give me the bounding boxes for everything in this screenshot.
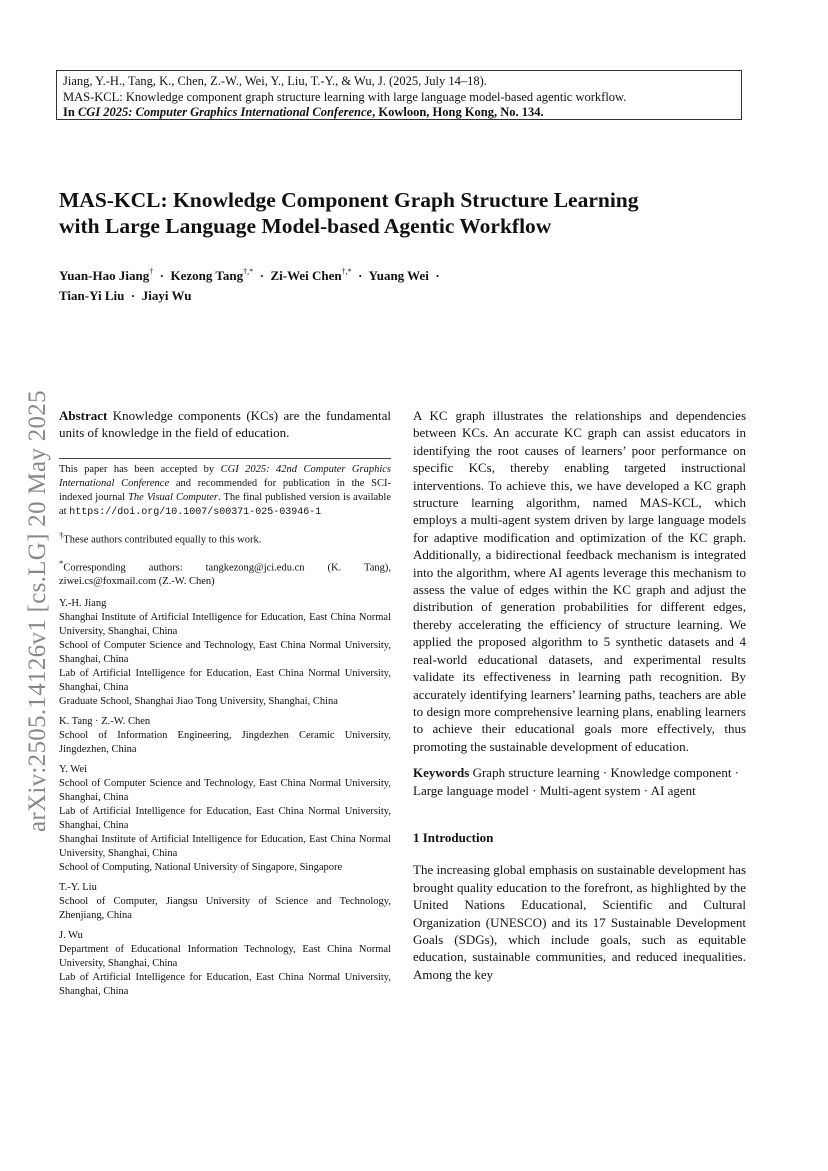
author-mark: †,* [341, 267, 352, 276]
acceptance-note [59, 463, 391, 520]
equal-mark: † [59, 530, 64, 540]
affiliation-line: School of Information Engineering, Jingdezhen Ceramic University, Jingdezhen, China [59, 730, 391, 755]
acceptance-venue: CGI 2025: 42nd Computer Graphics International Conference [59, 464, 391, 489]
author-separator: · [159, 268, 165, 283]
affiliation-block [59, 597, 391, 709]
author-separator: · [259, 268, 264, 283]
author-name: Kezong Tang [170, 268, 244, 283]
paper-title-line-1: MAS-KCL: Knowledge Component Graph Structure Learning [59, 188, 639, 212]
corresponding-text: Corresponding authors: tangkezong@jci.edu.cn (K. Tang), ziwei.cs@foxmail.com (Z.-W. Chen) [59, 562, 391, 587]
citation-line-2: MAS-KCL: Knowledge component graph structure learning with large language model-based agentic workflow. [63, 89, 627, 104]
abstract-text-left: Knowledge components (KCs) are the fundamental units of knowledge in the field of education. [59, 408, 391, 441]
affiliation-block [59, 881, 391, 923]
keywords-text: Graph structure learning · Knowledge component · Large language model · Multi-agent system · AI agent [413, 765, 740, 798]
corresponding-note [59, 556, 391, 590]
affiliation-author: T.-Y. Liu [59, 882, 97, 893]
citation-line-3 [63, 105, 735, 121]
affiliation-line: Department of Educational Information Technology, East China Normal University, Shanghai, China [59, 944, 391, 969]
author-mark: † [149, 267, 154, 276]
affiliation-author: K. Tang · Z.-W. Chen [59, 716, 151, 727]
author-separator: · [358, 268, 363, 283]
affiliation-line: Lab of Artificial Intelligence for Education, East China Normal University, Shanghai, China [59, 972, 391, 997]
citation-line-1: Jiang, Y.-H., Tang, K., Chen, Z.-W., Wei, Y., Liu, T.-Y., & Wu, J. (2025, July 14–18). [63, 74, 487, 88]
affiliation-line: School of Computer Science and Technology, East China Normal University, Shanghai, China [59, 640, 391, 665]
citation-box [56, 70, 742, 120]
author-separator: · [435, 268, 440, 283]
abstract-right: A KC graph illustrates the relationships and dependencies between KCs. An accurate KC graph can assist educators in identifying the root causes of learners’ poor performance on specific KCs, thereby enabling targeted instructional interventions. To achieve this, we have developed a KC graph structure learning algorithm, named MAS-KCL, which employs a multi-agent system driven by large language models for adaptive modification and optimization of the KC graph. Additionally, a bidirectional feedback mechanism is integrated into the algorithm, where AI agents leverage this mechanism to assess the value of edges within the KC graph and adjust the distribution of generation probabilities for different edges, thereby accelerating the efficiency of structure learning. We applied the proposed algorithm to 5 synthetic datasets and 4 real-world educational datasets, and experimental results validate its effectiveness in learning path recognition. By accurately identifying learners’ learning paths, teachers are able to design more comprehensive learning plans, enabling learners to achieve their educational goals more effectively, thus promoting the sustainable development of education. [413, 408, 746, 754]
footnotes [59, 463, 391, 1005]
citation-in: In [63, 105, 78, 119]
acceptance-journal: The Visual Computer [128, 492, 219, 503]
author-name: Yuang Wei [368, 268, 429, 283]
affiliation-author: Y. Wei [59, 764, 87, 775]
affiliation-line: Lab of Artificial Intelligence for Education, East China Normal University, Shanghai, China [59, 806, 391, 831]
acceptance-text: . The final published version is available at [59, 492, 391, 517]
affiliation-line: Shanghai Institute of Artificial Intelligence for Education, East China Normal University, Shanghai, China [59, 834, 391, 859]
introduction-text: The increasing global emphasis on sustainable development has brought quality education to the forefront, as highlighted by the United Nations Educational, Scientific and Cultural Organization (UNESCO) and its 17 Sustainable Development Goals (SDGs), which include goals, such as equitable education, sustainable communities, and reduced inequalities. Among the key [413, 862, 746, 982]
acceptance-text: This paper has been accepted by [59, 464, 221, 475]
author-line-1 [59, 262, 759, 286]
author-list [59, 262, 759, 306]
paper-title-line-2: with Large Language Model-based Agentic Workflow [59, 214, 552, 238]
citation-venue: CGI 2025: Computer Graphics International Conference [77, 105, 373, 119]
abstract-left [59, 407, 391, 442]
author-mark: †,* [243, 267, 254, 276]
keywords-label: Keywords [413, 765, 470, 781]
left-column [59, 407, 391, 442]
author-name: Yuan-Hao Jiang [59, 268, 150, 283]
affiliation-line: Lab of Artificial Intelligence for Education, East China Normal University, Shanghai, China [59, 668, 391, 693]
equal-contribution-text: These authors contributed equally to this work. [63, 534, 262, 546]
affiliation-line: School of Computer Science and Technology, East China Normal University, Shanghai, China [59, 778, 391, 803]
acceptance-text: and recommended for publication in the SCI-indexed journal [59, 478, 391, 503]
affiliation-list [59, 597, 391, 999]
author-name: Zi-Wei Chen [270, 268, 342, 283]
arxiv-stamp: arXiv:2505.14126v1 [cs.LG] 20 May 2025 [24, 390, 51, 832]
footnote-rule [59, 458, 391, 459]
abstract-label: Abstract [59, 408, 108, 423]
right-column [413, 407, 746, 983]
affiliation-author: Y.-H. Jiang [59, 598, 107, 609]
affiliation-author: J. Wu [59, 930, 83, 941]
author-line-2 [59, 286, 759, 306]
author-name: Tian-Yi Liu [59, 288, 125, 303]
affiliation-line: Graduate School, Shanghai Jiao Tong University, Shanghai, China [59, 696, 338, 707]
section-heading-introduction: 1 Introduction [413, 830, 494, 846]
equal-contribution-note [59, 528, 391, 548]
author-separator: · [130, 288, 136, 303]
affiliation-block [59, 763, 391, 875]
affiliation-block [59, 929, 391, 999]
keywords [413, 764, 746, 799]
affiliation-block [59, 715, 391, 757]
corresponding-mark: * [59, 557, 64, 568]
citation-location: , Kowloon, Hong Kong, No. 134. [372, 105, 544, 119]
paper-title [59, 187, 759, 239]
doi-link[interactable]: https://doi.org/10.1007/s00371-025-03946-1 [69, 507, 322, 518]
affiliation-line: Shanghai Institute of Artificial Intelligence for Education, East China Normal University, Shanghai, China [59, 612, 391, 637]
affiliation-line: School of Computer, Jiangsu University of Science and Technology, Zhenjiang, China [59, 896, 391, 921]
author-name: Jiayi Wu [141, 288, 192, 303]
affiliation-line: School of Computing, National University of Singapore, Singapore [59, 862, 343, 873]
